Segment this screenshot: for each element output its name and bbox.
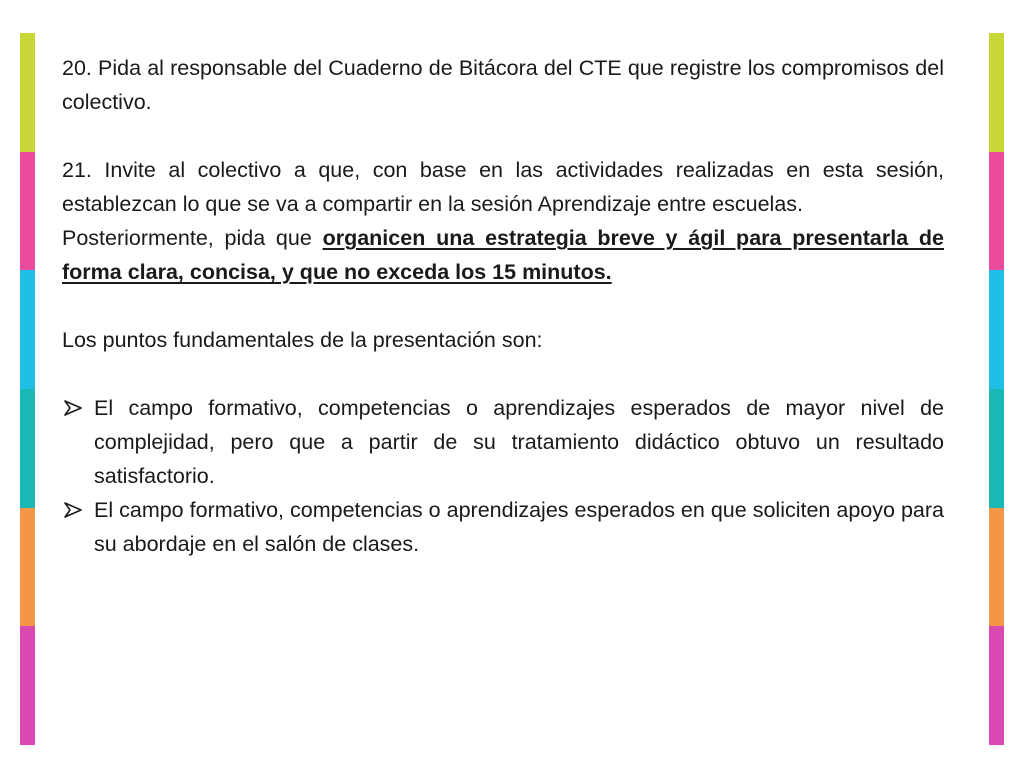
item-20-paragraph: 20. Pida al responsable del Cuaderno de Bitácora del CTE que registre los compromisos del colectivo. (62, 56, 944, 114)
list-item (62, 493, 944, 561)
points-intro: Los puntos fundamentales de la presentación son: (62, 328, 543, 352)
stripe-segment (989, 508, 1004, 627)
right-color-stripe (989, 33, 1004, 745)
list-item (62, 391, 944, 493)
paragraph-gap (62, 357, 944, 391)
list-item-text: El campo formativo, competencias o aprendizajes esperados en que soliciten apoyo para su abordaje en el salón de clases. (94, 498, 944, 556)
posterior-emphasis: organicen una estrategia breve y ágil para presentarla de forma clara, concisa, y que no exceda los 15 minutos. (62, 226, 945, 284)
posterior-paragraph (62, 221, 944, 289)
stripe-segment (20, 33, 35, 152)
stripe-segment (989, 33, 1004, 152)
points-list (62, 391, 944, 561)
paragraph-gap (62, 289, 944, 323)
stripe-segment (989, 152, 1004, 271)
item-21-paragraph: 21. Invite al colectivo a que, con base en las actividades realizadas en esta sesión, establezcan lo que se va a compartir en la sesión Aprendizaje entre escuelas. (62, 158, 944, 216)
list-item-text: El campo formativo, competencias o aprendizajes esperados de mayor nivel de complejidad, pero que a partir de su tratamiento didáctico obtuvo un resultado satisfactorio. (94, 396, 944, 488)
stripe-segment (989, 626, 1004, 745)
left-color-stripe (20, 33, 35, 745)
stripe-segment (20, 389, 35, 508)
stripe-segment (989, 389, 1004, 508)
posterior-prefix: Posteriormente, pida que (62, 226, 323, 250)
stripe-segment (989, 270, 1004, 389)
paragraph-gap (62, 119, 944, 153)
slide-content (62, 51, 944, 561)
stripe-segment (20, 152, 35, 271)
stripe-segment (20, 270, 35, 389)
stripe-segment (20, 508, 35, 627)
arrow-right-icon (64, 502, 82, 518)
stripe-segment (20, 626, 35, 745)
arrow-right-icon (64, 400, 82, 416)
